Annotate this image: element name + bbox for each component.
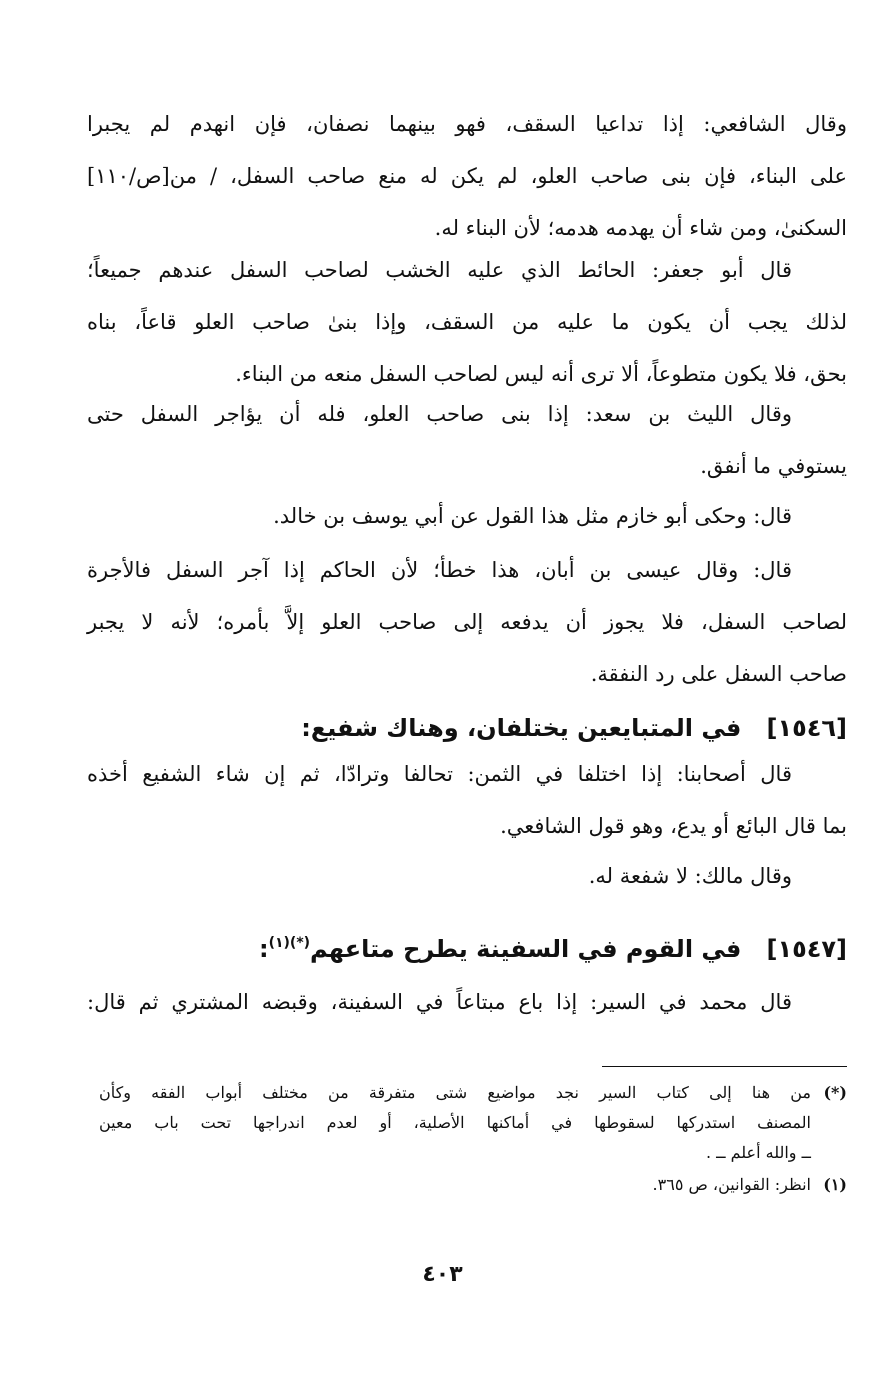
text-line: وقال الشافعي: إذا تداعيا السقف، فهو بينهما نصفان، فإن انهدم لم يجبرا [87, 112, 847, 136]
heading-number: [١٥٤٧] [766, 935, 847, 963]
heading-number: [١٥٤٦] [766, 714, 847, 742]
text-line: لذلك يجب أن يكون ما عليه من السقف، وإذا بنىٰ صاحب العلو قاعاً، بناه [87, 310, 847, 334]
footnote-line: انظر: القوانين، ص ٣٦٥. [652, 1175, 811, 1194]
page-number: ٤٠٣ [422, 1262, 463, 1287]
footnote-mark: (*) [823, 1083, 847, 1102]
paragraph-malik [87, 850, 847, 902]
footnote-line: ــ والله أعلم ــ . [705, 1143, 811, 1162]
text-line: قال: وقال عيسى بن أبان، هذا خطأ؛ لأن الحاكم إذا آجر السفل فالأجرة [87, 558, 792, 582]
heading-title: في المتبايعين يختلفان، وهناك شفيع: [301, 714, 742, 742]
text-line: قال أصحابنا: إذا اختلفا في الثمن: تحالفا وترادّا، ثم إن شاء الشفيع أخذه [87, 762, 792, 786]
heading-colon: : [258, 935, 269, 963]
section-heading-1546 [77, 708, 847, 748]
text-line: قال محمد في السير: إذا باع مبتاعاً في السفينة، وقبضه المشتري ثم قال: [87, 990, 792, 1014]
section-heading-1547 [77, 923, 847, 969]
text-line: بما قال البائع أو يدع، وهو قول الشافعي. [500, 814, 847, 838]
paragraph-ashabuna [87, 748, 847, 852]
footnote-line: من هنا إلى كتاب السير نجد مواضيع شتى متفرقة من مختلف أبواب الفقه وكأن [99, 1083, 811, 1102]
paragraph-abu-jafar [87, 244, 847, 400]
heading-title: في القوم في السفينة يطرح متاعهم [310, 935, 742, 963]
paragraph-isa [87, 544, 847, 700]
footnote-1 [87, 1170, 847, 1200]
text-line: على البناء، فإن بنى صاحب العلو، لم يكن له منع صاحب السفل، / من[ص/١١٠] [87, 164, 847, 188]
footnote-reference[interactable]: (*)(١) [268, 935, 311, 951]
footnote-mark: (١) [823, 1175, 847, 1194]
footnote-line: المصنف استدركها لسقوطها في أماكنها الأصلية، أو لعدم اندراجها تحت باب معين [99, 1113, 811, 1132]
paragraph-abu-khazim [87, 490, 847, 542]
text-line: يستوفي ما أنفق. [700, 454, 847, 478]
paragraph-layth [87, 388, 847, 492]
text-line: وقال مالك: لا شفعة له. [588, 864, 792, 888]
footnote-star [87, 1078, 847, 1168]
paragraph-shafii [87, 98, 847, 254]
text-line: بحق، فلا يكون متطوعاً، ألا ترى أنه ليس لصاحب السفل منعه من البناء. [235, 362, 847, 386]
paragraph-muhammad [87, 976, 847, 1028]
text-line: وقال الليث بن سعد: إذا بنى صاحب العلو، فله أن يؤاجر السفل حتى [87, 402, 792, 426]
text-line: السكنىٰ، ومن شاء أن يهدمه هدمه؛ لأن البناء له. [434, 216, 847, 240]
text-line: قال أبو جعفر: الحائط الذي عليه الخشب لصاحب السفل عندهم جميعاً؛ [87, 258, 792, 282]
text-line: لصاحب السفل، فلا يجوز أن يدفعه إلى صاحب العلو إلاَّ بأمره؛ لأنه لا يجبر [87, 610, 847, 634]
footnote-separator [602, 1066, 847, 1067]
text-line: قال: وحكى أبو خازم مثل هذا القول عن أبي يوسف بن خالد. [273, 504, 792, 528]
text-line: صاحب السفل على رد النفقة. [590, 662, 847, 686]
